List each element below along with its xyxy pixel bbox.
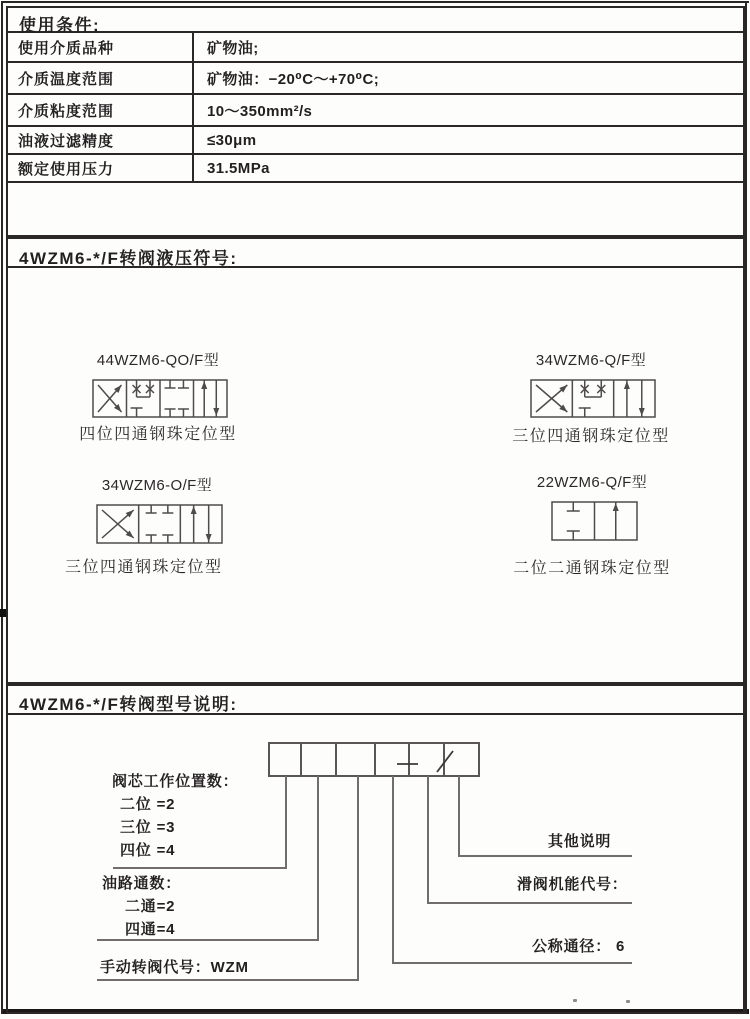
valve-type-caption: 三位四通钢珠定位型 [65, 559, 223, 576]
valve-model-label: 34WZM6-O/F型 [101, 477, 213, 494]
condition-value: ≤30μm [192, 127, 743, 155]
spool-positions-item: 三位 =3 [120, 819, 176, 836]
model-designation-title: 4WZM6-*/F转阀型号说明: [19, 695, 238, 714]
valve-model-label: 34WZM6-Q/F型 [535, 352, 647, 369]
valve-symbol-group [492, 471, 692, 586]
oil-ways-item: 四通=4 [125, 921, 176, 938]
usage-conditions-title: 使用条件: [19, 16, 101, 35]
valve-symbol-diagram [529, 378, 657, 424]
condition-value: 矿物油; [192, 33, 743, 63]
label-nominal-diameter: 公称通径： 6 [532, 938, 626, 955]
print-speck [626, 1000, 630, 1003]
valve-type-caption: 四位四通钢珠定位型 [79, 426, 237, 443]
valve-symbol-diagram [95, 503, 224, 550]
label-spool-function-code: 滑阀机能代号： [517, 876, 628, 893]
valve-type-caption: 三位四通钢珠定位型 [512, 428, 670, 445]
valve-symbol-group [58, 349, 258, 464]
valve-model-label: 44WZM6-QO/F型 [96, 352, 220, 369]
hydraulic-symbols-title: 4WZM6-*/F转阀液压符号: [19, 249, 238, 268]
valve-symbol-diagram [91, 378, 229, 424]
valve-type-caption: 二位二通钢珠定位型 [513, 560, 671, 577]
condition-label: 介质温度范围 [8, 63, 192, 95]
condition-label: 使用介质品种 [8, 33, 192, 63]
print-speck [573, 999, 577, 1002]
usage-conditions-table [8, 33, 743, 183]
valve-symbol-diagram [550, 500, 639, 547]
hydraulic-symbols-title-bar [8, 239, 743, 268]
condition-value: 10～350mm²/s [192, 95, 743, 127]
condition-value: 矿物油：−20⁰C～+70⁰C; [192, 63, 743, 95]
page-border-right [745, 1, 747, 1014]
usage-conditions-title-bar [8, 8, 743, 33]
condition-label: 额定使用压力 [8, 155, 192, 183]
spool-positions-item: 四位 =4 [120, 842, 176, 859]
page-border-left [1, 1, 3, 1014]
page-border-top [1, 1, 749, 3]
condition-label: 介质粘度范围 [8, 95, 192, 127]
spool-positions-item: 二位 =2 [120, 796, 176, 813]
spool-positions-heading: 阀芯工作位置数： [112, 773, 239, 790]
label-other-note: 其他说明 [548, 833, 612, 850]
model-designation-title-bar [8, 686, 743, 715]
section-usage-conditions [6, 6, 745, 237]
valve-symbol-group [57, 474, 257, 589]
valve-symbol-group [491, 349, 691, 464]
label-oil-ways [102, 872, 181, 941]
label-spool-positions [112, 770, 238, 862]
condition-value: 31.5MPa [192, 155, 743, 183]
oil-ways-item: 二通=2 [125, 898, 176, 915]
label-manual-valve-code: 手动转阀代号：WZM [100, 959, 249, 976]
condition-label: 油液过滤精度 [8, 127, 192, 155]
oil-ways-heading: 油路通数： [102, 875, 182, 892]
valve-model-label: 22WZM6-Q/F型 [536, 474, 648, 491]
